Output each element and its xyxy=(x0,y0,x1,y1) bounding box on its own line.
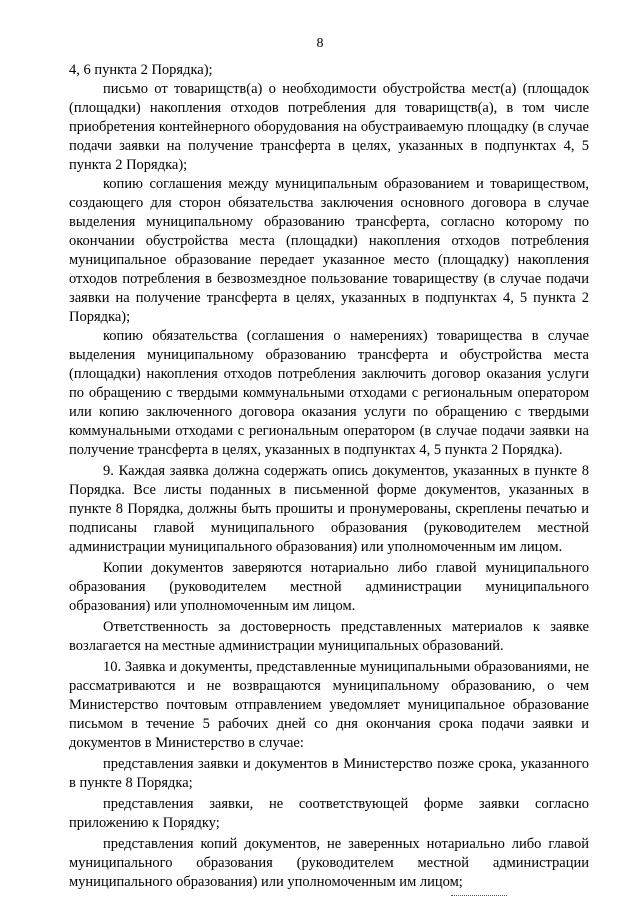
document-body xyxy=(69,61,589,892)
paragraph-agreement-copy: копию соглашения между муниципальным образованием и товариществом, создающего для сторон обязательства заключения основного договора в случае выделения муниципальному образованию трансферта, согласно которому по окончании обустройства места (площадки) накопления отходов потребления муниципальное образование передает указанное место (площадку) накопления отходов потребления в безвозмездное пользование товариществу (в случае подачи заявки на получение трансферта в целях, указанных в подпунктах 4, 5 пункта 2 Порядка); xyxy=(69,176,589,325)
scan-artifact-line xyxy=(451,895,507,896)
paragraph-uncertified-copies: представления копий документов, не заверенных нотариально либо главой муниципального образования (руководителем местной администрации муниципального образования) или уполномоченным им лицом; xyxy=(69,836,589,890)
paragraph-wrong-form: представления заявки, не соответствующей форме заявки согласно приложению к Порядку; xyxy=(69,796,589,831)
paragraph-item-10: 10. Заявка и документы, представленные муниципальными образованиями, не рассматриваются и не возвращаются муниципальному образованию, о чем Министерство почтовым отправлением уведомляет муниципальное образование письмом в течение 5 рабочих дней со дня окончания срока подачи заявки и документов в Министерство в случае: xyxy=(69,659,589,751)
paragraph-letter: письмо от товарищств(а) о необходимости обустройства мест(а) (площадок (площадки) накопления отходов потребления для товарищств(а), в том числе приобретения контейнерного оборудования на обустраиваемую площадку (в случае подачи заявки на получение трансферта в целях, указанных в подпунктах 4, 5 пункта 2 Порядка); xyxy=(69,81,589,173)
paragraph-continuation: 4, 6 пункта 2 Порядка); xyxy=(69,62,213,78)
paragraph-copies-certification: Копии документов заверяются нотариально либо главой муниципального образования (руководителем местной администрации муниципального образования) или уполномоченным им лицом. xyxy=(69,560,589,614)
page-number: 8 xyxy=(316,36,324,51)
paragraph-obligation-copy: копию обязательства (соглашения о намерениях) товарищества в случае выделения муниципальному образованию трансферта и обустройства места (площадки) накопления отходов потребления заключить договор оказания услуги по обращению с твердыми коммунальными отходами с региональным оператором или копию заключенного договора оказания услуги по обращению с твердыми коммунальными отходами с региональным оператором (в случае подачи заявки на получение трансферта в целях, указанных в подпунктах 4, 5 пункта 2 Порядка). xyxy=(69,328,589,458)
paragraph-responsibility: Ответственность за достоверность представленных материалов к заявке возлагается на местные администрации муниципальных образований. xyxy=(69,619,589,654)
paragraph-item-9: 9. Каждая заявка должна содержать опись документов, указанных в пункте 8 Порядка. Все листы поданных в письменной форме документов, указанных в пункте 8 Порядка, должны быть прошиты и пронумерованы, скреплены печатью и подписаны главой муниципального образования (руководителем местной администрации муниципального образования) или уполномоченным им лицом. xyxy=(69,463,589,555)
paragraph-late-submission: представления заявки и документов в Министерство позже срока, указанного в пункте 8 Порядка; xyxy=(69,756,589,791)
